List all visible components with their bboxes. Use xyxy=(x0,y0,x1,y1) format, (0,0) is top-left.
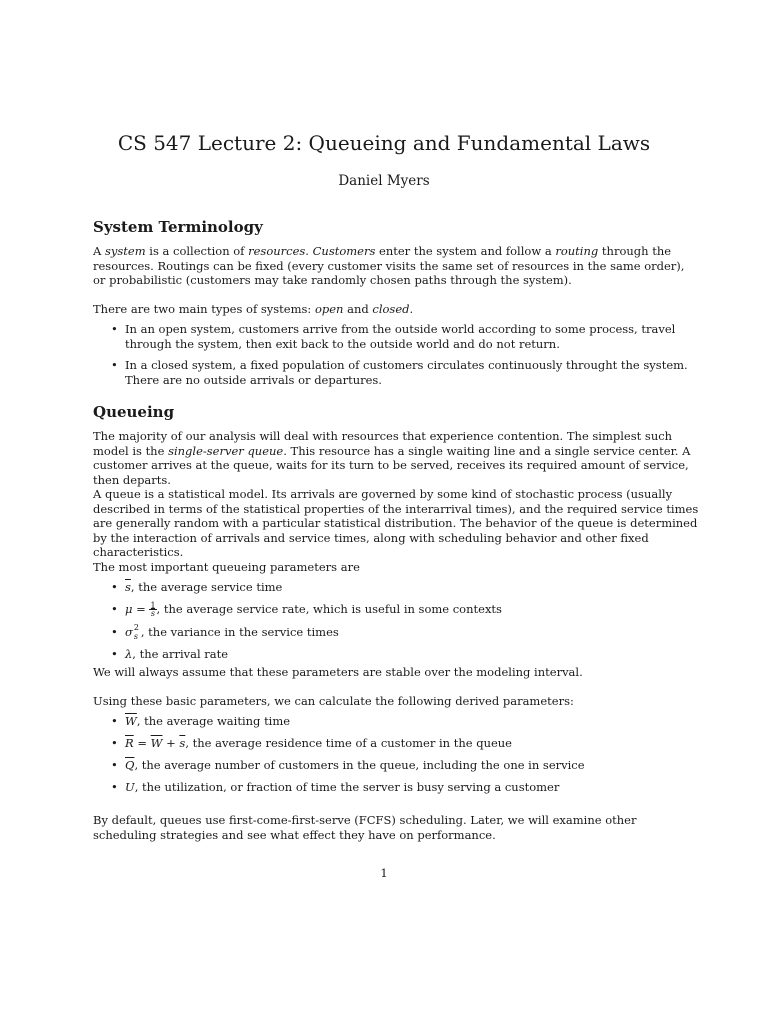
list-item-closed-system: • In a closed system, a fixed population of customers circulates continuously throught the system. There are no outside arrivals or departures. xyxy=(93,358,699,387)
page-number: 1 xyxy=(380,866,388,880)
section-heading-system-terminology: System Terminology xyxy=(93,218,263,236)
list-item-service-time-variance: • σ 2 s , the variance in the service times xyxy=(93,625,699,640)
document-title: CS 547 Lecture 2: Queueing and Fundamental Laws xyxy=(117,131,651,155)
list-item-average-service-rate: • μ = $\frac{1}{s}$ , the average service rate, which is useful in some contexts xyxy=(93,602,699,617)
system-types-list xyxy=(93,322,699,394)
list-item-average-service-time: • $\overline{s}$, the average service time xyxy=(93,580,699,595)
paragraph-derived-intro: Using these basic parameters, we can calculate the following derived parameters: xyxy=(93,694,574,708)
derived-parameters-list xyxy=(93,714,699,802)
list-item-utilization: • U, the utilization, or fraction of time the server is busy serving a customer xyxy=(93,780,699,795)
queueing-parameters-list xyxy=(93,580,699,669)
paragraph-queue-intro: The majority of our analysis will deal with resources that experience contention. The simplest such model is the single-server queue. This resource has a single waiting line and a single service center. A customer arrives at the queue, waits for its turn to be served, receives its required amount of service, then departs. xyxy=(93,429,691,487)
paragraph-parameters-intro: The most important queueing parameters are xyxy=(93,560,360,574)
paragraph-fcfs-scheduling: By default, queues use first-come-first-serve (FCFS) scheduling. Later, we will examine other scheduling strategies and see what effect they have on performance. xyxy=(93,813,637,842)
paragraph-system-types: There are two main types of systems: open and closed. xyxy=(93,302,414,316)
author-name: Daniel Myers xyxy=(338,173,430,189)
list-item-average-queue-length: • $\overline{Q}$, the average number of customers in the queue, including the one in service xyxy=(93,758,699,773)
fraction-one-over-s: $\frac{1}{s}$ xyxy=(150,601,156,619)
list-item-open-system: • In an open system, customers arrive from the outside world according to some process, travel through the system, then exit back to the outside world and do not return. xyxy=(93,322,699,351)
paragraph-stability-assumption: We will always assume that these parameters are stable over the modeling interval. xyxy=(93,665,583,679)
paragraph-queue-statistical-model: A queue is a statistical model. Its arrivals are governed by some kind of stochastic process (usually described in terms of the statistical properties of the interarrival times), and the required service times are generally random with a particular statistical distribution. The behavior of the queue is determined by the interaction of arrivals and service times, along with scheduling behavior and other fixed characteristics. xyxy=(93,487,699,559)
section-heading-queueing: Queueing xyxy=(93,403,175,421)
list-item-arrival-rate: • λ, the arrival rate xyxy=(93,647,699,662)
paragraph-system-definition: A system is a collection of resources. Customers enter the system and follow a routing through the resources. Routings can be fixed (every customer visits the same set of resources in the same order), or probabilistic (customers may take randomly chosen paths through the system). xyxy=(93,244,685,287)
list-item-average-waiting-time: • $\overline{W}$, the average waiting time xyxy=(93,714,699,729)
list-item-average-residence-time: • $\overline{R} = \overline{W} + \overline{s}$, the average residence time of a customer in the queue xyxy=(93,736,699,751)
